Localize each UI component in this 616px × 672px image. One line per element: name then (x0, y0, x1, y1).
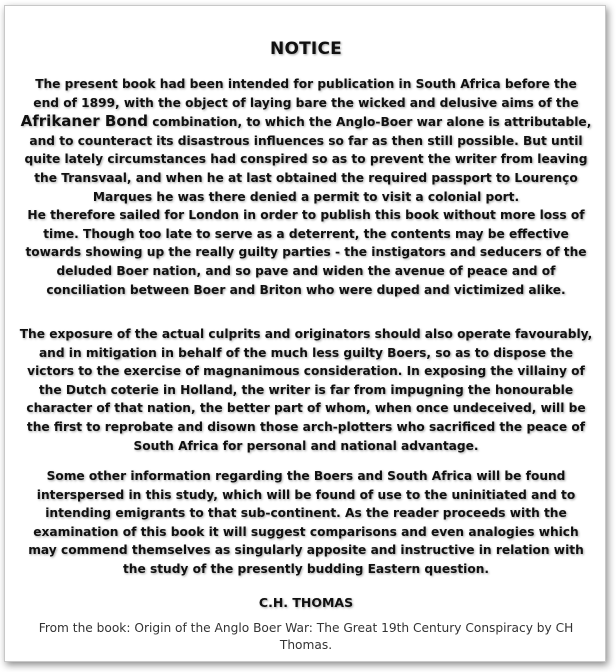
paragraph-line (5, 112, 607, 132)
paragraph-line: and to counteract its disastrous influences so far as then still possible. But until (29, 133, 583, 148)
paragraph-line: Marques he was there denied a permit to visit a colonial port. (92, 189, 520, 204)
paragraph-line: the first to reprobate and disown those arch-plotters who sacrificed the peace of (26, 419, 586, 434)
paragraph-line-rest: combination, to which the Anglo-Boer war alone is attributable, (148, 115, 592, 130)
paragraph-line: character of that nation, the better part of whom, when once undeceived, will be (26, 401, 586, 416)
paragraph-line: Some other information regarding the Boers and South Africa will be found (46, 469, 566, 483)
paragraph-line: victors to the exercise of magnanimous consideration. In exposing the villainy of (27, 364, 585, 379)
paragraph-line: may commend themselves as singularly apposite and instructive in relation with (28, 543, 584, 558)
paragraph-line: South Africa for personal and national advantage. (133, 438, 479, 453)
source-line: From the book: Origin of the Anglo Boer War: The Great 19th Century Conspiracy by CH (38, 621, 574, 635)
paragraph-line: the Transvaal, and when he at last obtained the required passport to Lourenço (34, 170, 578, 185)
paragraph-line: quite lately circumstances had conspired so as to prevent the writer from leaving (24, 152, 588, 167)
paragraph-line: the study of the presently budding Eastern question. (122, 561, 490, 576)
paragraph-line: conciliation between Boer and Briton who were duped and victimized alike. (46, 282, 566, 297)
paragraph-line: examination of this book it will suggest comparisons and even analogies which (33, 524, 579, 539)
paragraph-line: end of 1899, with the object of laying bare the wicked and delusive aims of the (33, 95, 579, 110)
source-attribution (5, 620, 607, 654)
paragraph-intro (5, 75, 607, 299)
paragraph-line: The exposure of the actual culprits and originators should also operate favourably, (19, 327, 593, 341)
notice-page (4, 5, 606, 662)
afrikaner-bond-term: Afrikaner Bond (20, 112, 149, 131)
paragraph-line: He therefore sailed for London in order to publish this book without more loss of (27, 208, 585, 223)
author-signature: C.H. THOMAS (258, 595, 354, 610)
paragraph-line: time. Though too late to serve as a deterrent, the contents may be effective (43, 226, 569, 241)
paragraph-line: deluded Boer nation, and so pave and widen the avenue of peace and of (56, 263, 556, 278)
paragraph-other-information (5, 467, 607, 579)
notice-title: NOTICE (270, 39, 342, 59)
paragraph-line: The present book had been intended for publication in South Africa before the (35, 77, 577, 91)
paragraph-exposure (5, 325, 607, 455)
paragraph-line: towards showing up the really guilty parties - the instigators and seducers of the (25, 245, 587, 260)
paragraph-line: intending emigrants to that sub-continent. As the reader proceeds with the (45, 506, 567, 521)
source-line: Thomas. (279, 638, 333, 652)
paragraph-line: and in mitigation in behalf of the much less guilty Boers, so as to dispose the (38, 345, 574, 360)
paragraph-line: the Dutch coterie in Holland, the writer is far from impugning the honourable (38, 382, 574, 397)
paragraph-line: interspersed in this study, which will be found of use to the uninitiated and to (36, 487, 576, 502)
